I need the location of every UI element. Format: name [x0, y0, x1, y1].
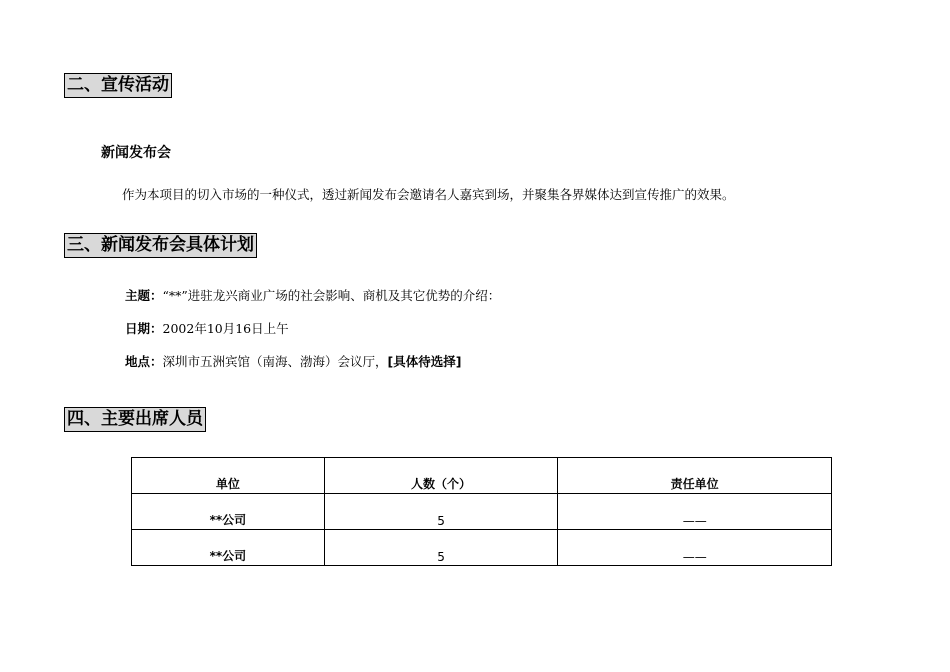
cell-unit: **公司	[132, 530, 325, 566]
attendees-table	[131, 457, 832, 566]
cell-responsible: ——	[558, 494, 832, 530]
place-value: 深圳市五洲宾馆（南海、渤海）会议厅，	[162, 354, 388, 369]
section-heading-publicity: 二、宣传活动	[64, 73, 172, 98]
place-label: 地点：	[125, 354, 163, 369]
theme-value: “**”进驻龙兴商业广场的社会影响、商机及其它优势的介绍：	[162, 288, 501, 303]
date-value: 2002年10月16日上午	[162, 321, 289, 336]
cell-count: 5	[324, 530, 558, 566]
date-label: 日期：	[125, 321, 163, 336]
place-note: [具体待选择]	[387, 354, 462, 369]
table-header-row	[132, 458, 832, 494]
table-row	[132, 494, 832, 530]
publicity-paragraph: 作为本项目的切入市场的一种仪式，透过新闻发布会邀请名人嘉宾到场，并聚集各界媒体达到宣传推广的效果。	[122, 187, 735, 202]
cell-responsible: ——	[558, 530, 832, 566]
section-heading-plan: 三、新闻发布会具体计划	[64, 233, 257, 258]
cell-count: 5	[324, 494, 558, 530]
column-header-unit: 单位	[132, 458, 325, 494]
table-row	[132, 530, 832, 566]
plan-place	[125, 352, 461, 370]
section-heading-attendees: 四、主要出席人员	[64, 407, 206, 432]
cell-unit: **公司	[132, 494, 325, 530]
plan-theme	[125, 286, 500, 304]
column-header-count: 人数（个）	[324, 458, 558, 494]
press-conference-subheading: 新闻发布会	[101, 145, 171, 161]
column-header-responsible: 责任单位	[558, 458, 832, 494]
plan-date	[125, 319, 289, 337]
theme-label: 主题：	[125, 288, 163, 303]
